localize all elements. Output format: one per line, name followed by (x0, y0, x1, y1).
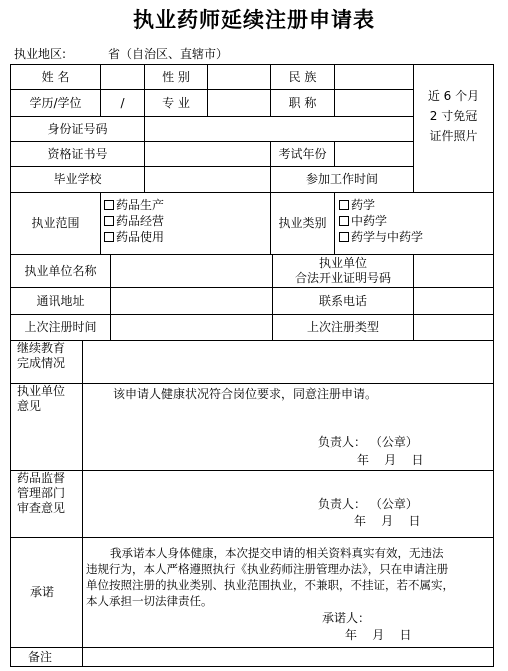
region-label: 执业地区: (14, 47, 67, 61)
phone-label: 联系电话 (318, 293, 367, 308)
photo-area (414, 76, 493, 156)
checkbox-icon[interactable] (104, 232, 114, 242)
promise-text: 我承诺本人身体健康，本次提交申请的相关资料真实有效，无违法 违规行为，本人严格遵照执行《执业药师注册管理办法》，只在申请注册 单位按照注册的执业类别、执业范围执业，不兼职，不挂证，若不属实， 本人承担一切法律责任。 (86, 546, 454, 608)
ethnicity-label: 民 族 (288, 69, 317, 84)
scope-option-production[interactable]: 药品生产 (104, 197, 164, 213)
promise-signature: 承诺人： (322, 611, 371, 625)
checkbox-icon[interactable] (104, 216, 114, 226)
unit-license-label: 执业单位 合法开业证明号码 (294, 256, 391, 285)
gender-label: 性 别 (162, 69, 190, 84)
unit-opinion-date: 年 月 日 (357, 453, 424, 467)
unit-opinion-signature: 负责人： （公章） (318, 435, 418, 449)
practice-type-label: 执业类别 (278, 216, 327, 230)
promise-date: 年 月 日 (345, 628, 412, 642)
practice-scope-label: 执业范围 (31, 216, 80, 230)
name-label: 姓 名 (41, 69, 70, 84)
practice-scope-options (104, 197, 164, 245)
scope-option-use[interactable]: 药品使用 (104, 229, 164, 245)
checkbox-icon[interactable] (104, 200, 114, 210)
region-province: 省（自治区、直辖市） (108, 47, 229, 61)
checkbox-icon[interactable] (339, 216, 349, 226)
education-separator: / (120, 95, 125, 110)
type-option-tcm[interactable]: 中药学 (339, 213, 423, 229)
work-start-time-label: 参加工作时间 (305, 172, 378, 186)
type-option-pharmacy[interactable]: 药学 (339, 197, 423, 213)
dept-opinion-date: 年 月 日 (354, 514, 421, 528)
graduate-school-label: 毕业学校 (53, 172, 102, 186)
qualification-cert-label: 资格证书号 (47, 146, 108, 161)
exam-year-label: 考试年份 (278, 146, 327, 161)
continuing-education-label: 继续教育 完成情况 (17, 341, 66, 370)
scope-option-distribution[interactable]: 药品经营 (104, 213, 164, 229)
professional-title-label: 职 称 (288, 95, 317, 110)
regulatory-dept-opinion-label: 药品监督 管理部门 审查意见 (17, 471, 66, 515)
last-registration-type-label: 上次注册类型 (306, 320, 379, 334)
promise-label: 承诺 (30, 585, 55, 599)
education-label: 学历/学位 (29, 95, 82, 110)
checkbox-icon[interactable] (339, 232, 349, 242)
form-title: 执业药师延续注册申请表 (133, 8, 375, 32)
photo-text-line3: 证件照片 (429, 129, 478, 143)
unit-name-label: 执业单位名称 (24, 263, 97, 278)
last-registration-time-label: 上次注册时间 (24, 320, 97, 334)
unit-opinion-label: 执业单位 意见 (17, 384, 66, 413)
photo-text-line2: 2 寸免冠 (429, 109, 478, 123)
checkbox-icon[interactable] (339, 200, 349, 210)
remarks-label: 备注 (28, 649, 53, 664)
address-label: 通讯地址 (36, 293, 85, 308)
photo-text-line1: 近 6 个月 (427, 89, 480, 103)
id-number-label: 身份证号码 (47, 121, 108, 136)
dept-opinion-signature: 负责人： （公章） (318, 497, 418, 511)
unit-opinion-text: 该申请人健康状况符合岗位要求，同意注册申请。 (113, 387, 378, 401)
major-label: 专 业 (162, 95, 190, 110)
practice-type-options (339, 197, 423, 245)
type-option-both[interactable]: 药学与中药学 (339, 229, 423, 245)
